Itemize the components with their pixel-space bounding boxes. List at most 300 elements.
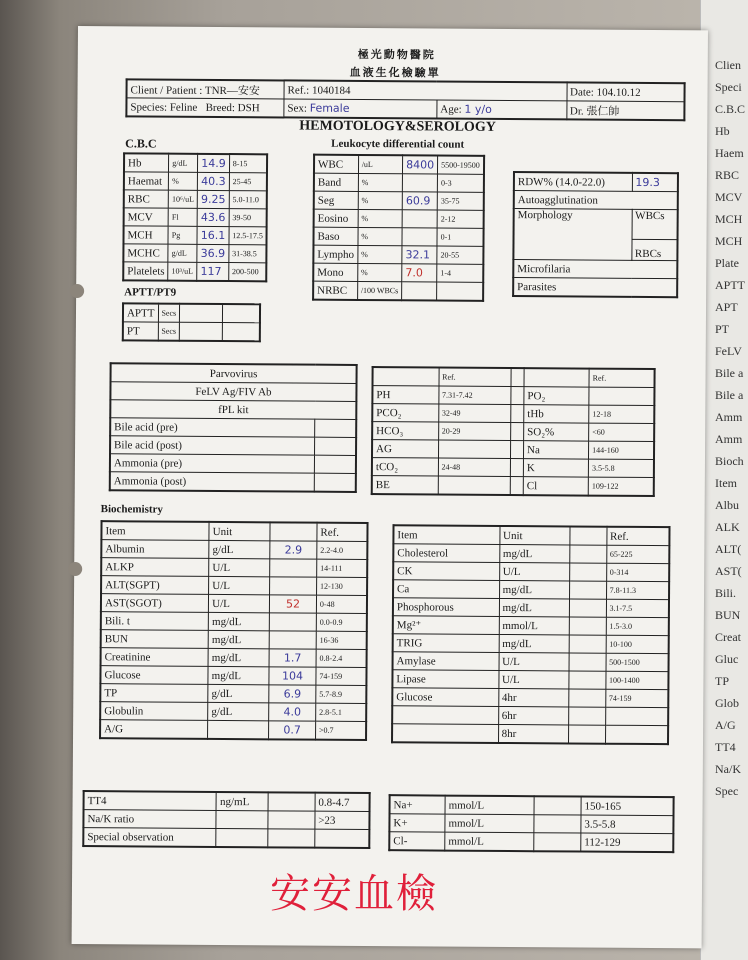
bottom-value (268, 829, 315, 848)
leuko-value: 7.0 (402, 264, 437, 282)
bio-item (392, 724, 498, 743)
underlying-sheet-text: Albu (715, 498, 739, 512)
bio-item: Albumin (101, 540, 209, 559)
bio-unit: U/L (498, 670, 568, 688)
underlying-sheet-text: C.B.C (715, 102, 746, 116)
bio-value (569, 581, 606, 599)
cbc-value: 40.3 (198, 172, 230, 190)
bio-value (269, 613, 316, 631)
leuko-title: Leukocyte differential count (331, 137, 465, 151)
gas-item: PO₂ (524, 387, 589, 405)
table-row (84, 791, 370, 811)
table-row (392, 670, 668, 690)
bottom-unit: ng/mL (216, 792, 268, 811)
bio-ref: 0-48 (316, 595, 367, 613)
underlying-sheet-text: AST( (715, 564, 742, 578)
biochem-left-table (99, 520, 369, 741)
serology-value (315, 419, 357, 437)
table-row (393, 634, 669, 654)
gas-ref: 20-29 (438, 422, 510, 441)
morphology: Morphology (513, 209, 631, 261)
table-row (100, 684, 366, 704)
table-row (100, 720, 366, 740)
bio-unit: mg/dL (209, 612, 270, 630)
gas-item: BE (372, 476, 438, 495)
aptt-item: APTT (123, 303, 158, 322)
serology-item: Ammonia (pre) (110, 454, 315, 473)
leuko-unit: /100 WBCs (357, 281, 402, 300)
underlying-sheet-text: Clien (715, 58, 741, 72)
bio-header-unit: Unit (499, 526, 569, 545)
aptt-unit: Secs (158, 304, 180, 323)
table-row (389, 814, 673, 834)
bio-unit: mmol/L (499, 616, 569, 634)
rdw-value: 19.3 (632, 173, 678, 192)
bio-unit: mg/dL (208, 630, 269, 648)
doctor: Dr. 張仁帥 (566, 101, 684, 120)
bottom-left-table (82, 790, 370, 849)
gas-ref-header: Ref. (439, 368, 511, 387)
bio-item (392, 706, 498, 725)
gas-value (510, 459, 524, 477)
bio-item: Ca (393, 580, 499, 599)
table-row (124, 153, 267, 173)
gas-item: Cl (523, 477, 588, 496)
table-row (110, 400, 356, 420)
underlying-sheet-text: APTT (715, 278, 745, 292)
species-breed: Species: Feline Breed: DSH (126, 98, 284, 118)
report-date: Date: 104.10.12 (567, 82, 685, 101)
cbc-unit: g/dL (168, 244, 197, 262)
bio-value: 6.9 (269, 685, 316, 703)
table-row (314, 155, 484, 175)
rbcs: RBCs (631, 239, 677, 261)
bio-ref: 0.0-0.9 (316, 613, 367, 631)
electrolyte-value (534, 796, 581, 815)
table-row (313, 263, 483, 282)
bio-item: TRIG (393, 634, 499, 653)
hospital-name: 極光動物醫院 (357, 48, 436, 62)
gas-item: K (523, 459, 588, 477)
cbc-item: RBC (124, 190, 169, 208)
electrolyte-ref: 3.5-5.8 (581, 815, 674, 834)
bio-header-value (569, 526, 606, 545)
gas-item: PH (372, 386, 438, 404)
underlying-sheet-text: Creat (715, 630, 741, 644)
bio-value: 0.7 (269, 721, 316, 740)
serology-item: FeLV Ag/FIV Ab (110, 382, 356, 402)
parasites: Parasites (513, 278, 677, 298)
aptt-value (180, 304, 223, 323)
table-row (372, 440, 654, 460)
serology-item: Bile acid (pre) (110, 418, 315, 437)
bio-unit: U/L (209, 594, 270, 612)
leuko-value (402, 228, 437, 246)
cbc-value: 36.9 (197, 244, 229, 262)
underlying-sheet-text: Speci (715, 80, 742, 94)
gas-head (511, 368, 525, 387)
underlying-sheet-text: Bile a (715, 388, 744, 402)
bio-value: 2.9 (270, 541, 317, 559)
cbc-table (122, 152, 268, 282)
electrolyte-unit: mmol/L (445, 832, 534, 851)
bio-unit (208, 720, 269, 739)
bio-item: AST(SGOT) (101, 594, 209, 613)
leuko-ref: 0-3 (437, 174, 483, 192)
leuko-unit: % (358, 209, 403, 227)
punch-hole (68, 562, 82, 576)
table-row (390, 795, 674, 815)
bio-value (270, 559, 317, 577)
bio-header-ref: Ref. (317, 523, 368, 542)
bio-unit: g/dL (209, 540, 270, 558)
gas-head (524, 368, 589, 387)
gas-ref: 24-48 (438, 458, 510, 477)
table-row (313, 281, 483, 301)
autoagglutination: Autoagglutination (514, 191, 678, 210)
leuko-ref: 20-55 (437, 246, 483, 264)
bottom-ref: >23 (315, 811, 370, 829)
rdw-label: RDW% (14.0-22.0) (514, 172, 632, 191)
bio-value (569, 599, 606, 617)
bio-item: Globulin (100, 702, 208, 721)
leuko-item: Lympho (313, 245, 357, 263)
bio-ref: 1.5-3.0 (606, 617, 669, 635)
leuko-unit: % (358, 245, 403, 263)
underlying-sheet-text: A/G (715, 718, 736, 732)
gas-ref (589, 387, 655, 405)
cbc-unit: Fl (168, 208, 197, 226)
table-row (101, 540, 367, 560)
bio-unit: g/dL (208, 684, 269, 702)
biochem-right-table (391, 524, 671, 745)
cbc-item: Hb (124, 153, 169, 172)
gas-ref (438, 440, 510, 459)
bio-value (568, 689, 605, 707)
bio-ref (605, 707, 668, 725)
cbc-ref: 12.5-17.5 (229, 227, 267, 245)
bio-value (568, 725, 605, 744)
table-row (313, 245, 483, 264)
gas-item: AG (372, 440, 438, 458)
cbc-value: 14.9 (198, 154, 230, 173)
table-row (123, 303, 260, 322)
bio-unit: U/L (499, 652, 569, 670)
bio-ref: 5.7-8.9 (316, 685, 367, 703)
table-row (393, 616, 669, 636)
bio-value: 52 (269, 595, 316, 613)
underlying-sheet-text: Haem (715, 146, 744, 160)
leuko-unit: /uL (358, 155, 403, 174)
underlying-sheet-text: ALK (715, 520, 740, 534)
client-patient: Client / Patient : TNR—安安 (126, 79, 284, 99)
table-row (393, 562, 669, 582)
bio-item: TP (100, 684, 208, 703)
bio-value: 104 (269, 667, 316, 685)
gas-ref: 12-18 (589, 405, 655, 423)
gas-ref: <60 (589, 423, 655, 441)
bottom-item: TT4 (84, 791, 217, 810)
microfilaria: Microfilaria (513, 260, 677, 279)
bio-ref: 2.8-5.1 (316, 703, 367, 721)
table-row (124, 172, 267, 191)
serology-item: Ammonia (post) (110, 472, 315, 492)
leuko-ref: 1-4 (437, 264, 483, 282)
table-row (110, 454, 356, 474)
table-row (393, 544, 669, 564)
underlying-sheet-text: MCH (715, 212, 743, 226)
serology-value (314, 455, 356, 473)
bio-value (269, 631, 316, 649)
table-row (110, 382, 356, 402)
cbc-unit: g/dL (169, 154, 198, 173)
aptt-ref (222, 323, 260, 342)
electrolyte-item: Na+ (390, 795, 446, 814)
electrolyte-item: Cl- (389, 832, 445, 851)
table-row (124, 208, 267, 227)
leuko-item: Band (314, 173, 358, 191)
biochem-title: Biochemistry (100, 503, 163, 516)
cbc-ref: 39-50 (229, 209, 267, 227)
bio-ref: 2.2-4.0 (317, 541, 368, 559)
aptt-title: APTT/PT9 (124, 286, 177, 299)
gas-ref (438, 476, 510, 495)
leuko-value (402, 174, 437, 192)
bio-ref: 65-225 (606, 545, 669, 563)
bio-ref: 100-1400 (605, 671, 668, 689)
table-row (392, 706, 668, 726)
underlying-sheet-text: Bioch (715, 454, 744, 468)
serology-item: Parvovirus (111, 363, 357, 383)
bio-unit: U/L (209, 558, 270, 576)
bio-ref: 16-36 (316, 631, 367, 649)
underlying-sheet-text: BUN (715, 608, 741, 622)
underlying-sheet-text: ALT( (715, 542, 742, 556)
gas-item: tHb (524, 405, 589, 423)
underlying-sheet-text: Bili. (715, 586, 737, 600)
table-row (110, 418, 356, 438)
bottom-value (268, 811, 315, 829)
leuko-item: Baso (313, 227, 357, 245)
bio-unit: mg/dL (208, 666, 269, 684)
bio-item: BUN (101, 630, 209, 649)
bio-unit: 6hr (498, 706, 568, 724)
bio-header-value (270, 522, 317, 541)
gas-value (510, 477, 524, 496)
table-row (372, 386, 654, 406)
leuko-value: 32.1 (402, 246, 437, 264)
bio-unit: U/L (499, 562, 569, 580)
table-row (83, 810, 369, 830)
leuko-unit: % (358, 227, 403, 245)
cbc-unit: Pg (168, 226, 197, 244)
serology-value (315, 437, 357, 455)
bio-ref: 7.8-11.3 (606, 581, 669, 599)
bio-value (569, 635, 606, 653)
leuko-unit: % (358, 191, 403, 209)
table-row (101, 648, 367, 668)
gas-value (510, 405, 524, 423)
bottom-item: Na/K ratio (83, 810, 216, 829)
underlying-sheet-text: MCH (715, 234, 743, 248)
underlying-sheet-text: PT (715, 322, 730, 336)
blood-gas-table (371, 366, 656, 497)
leuko-item: Eosino (314, 209, 358, 227)
leuko-unit: % (358, 173, 403, 191)
cbc-value: 43.6 (197, 208, 229, 226)
form-title: 血液生化檢驗單 (349, 66, 441, 80)
underlying-sheet-text: Item (715, 476, 737, 490)
electrolyte-table (388, 794, 674, 853)
table-row (101, 576, 367, 596)
electrolyte-ref: 150-165 (581, 797, 674, 816)
gas-item: SO₂% (524, 423, 589, 441)
bio-item: ALT(SGPT) (101, 576, 209, 595)
cbc-value: 9.25 (197, 190, 229, 208)
leuko-ref: 0-1 (437, 228, 483, 246)
bio-ref: 12-130 (316, 577, 367, 595)
cbc-title: C.B.C (125, 136, 157, 151)
gas-ref: 109-122 (588, 477, 654, 496)
serology-value (314, 473, 356, 492)
bio-value (569, 545, 606, 563)
rdw-morphology-table (512, 171, 679, 298)
electrolyte-value (534, 815, 581, 833)
leuko-value (402, 282, 437, 301)
table-row (393, 580, 669, 600)
table-row (123, 244, 266, 263)
leuko-item: Mono (313, 263, 357, 281)
underlying-sheet-text: TP (715, 674, 730, 688)
gas-value (510, 423, 524, 441)
ref-number: Ref.: 1040184 (284, 80, 567, 100)
aptt-unit: Secs (158, 322, 180, 341)
bio-ref: 74-159 (605, 689, 668, 707)
bio-item: Bili. t (101, 612, 209, 631)
bio-value (568, 707, 605, 725)
cbc-ref: 25-45 (229, 173, 267, 191)
bio-item: Creatinine (101, 648, 209, 667)
underlying-sheet-text: Amm (715, 432, 743, 446)
gas-ref: 3.5-5.8 (588, 459, 654, 477)
table-row (101, 558, 367, 578)
table-row (101, 630, 367, 650)
underlying-sheet-text: Bile a (715, 366, 744, 380)
underlying-sheet-text: Gluc (715, 652, 739, 666)
gas-ref: 7.31-7.42 (438, 386, 510, 405)
bio-item: CK (393, 562, 499, 581)
bio-unit: g/dL (208, 702, 269, 720)
patient-info (125, 78, 685, 121)
bio-unit: mg/dL (499, 580, 569, 598)
bottom-item: Special observation (83, 828, 216, 847)
bio-item: Amylase (393, 652, 499, 671)
table-row (124, 190, 267, 209)
underlying-sheet-text: RBC (715, 168, 740, 182)
bio-unit: mg/dL (499, 544, 569, 562)
table-row (313, 227, 483, 246)
gas-ref: 32-49 (438, 404, 510, 423)
bio-item: Cholesterol (393, 544, 499, 563)
bio-unit: mg/dL (499, 598, 569, 616)
bio-value (270, 577, 317, 595)
table-row (393, 598, 669, 618)
bio-item: ALKP (101, 558, 209, 577)
bottom-unit (216, 810, 268, 828)
aptt-ref (223, 304, 261, 323)
bio-value (568, 671, 605, 689)
table-row (314, 209, 484, 228)
gas-item: Na (523, 441, 588, 459)
bio-item: A/G (100, 720, 208, 739)
cbc-unit: 10⁶/uL (169, 190, 198, 208)
underlying-sheet-text: Hb (715, 124, 730, 138)
aptt-value (179, 322, 222, 341)
punch-hole (70, 284, 84, 298)
underlying-sheet-text: MCV (715, 190, 743, 204)
sex: Sex: Female (284, 99, 437, 119)
bottom-value (268, 792, 315, 811)
table-row (314, 173, 484, 192)
bio-unit: 8hr (498, 724, 568, 743)
cbc-item: MCV (124, 208, 169, 226)
cbc-unit: 10³/uL (168, 262, 197, 281)
table-row (100, 666, 366, 686)
bio-value: 1.7 (269, 649, 316, 667)
bio-ref: 500-1500 (606, 653, 669, 671)
bio-value (569, 563, 606, 581)
underlying-sheet-text: FeLV (715, 344, 742, 358)
bio-unit: mg/dL (208, 648, 269, 666)
underlying-sheet-text: APT (715, 300, 738, 314)
cbc-item: Haemat (124, 172, 169, 190)
table-row (393, 652, 669, 672)
table-row (372, 404, 654, 424)
table-row (100, 702, 366, 722)
bio-header-unit: Unit (209, 522, 270, 541)
bio-unit: U/L (209, 576, 270, 594)
leuko-ref: 2-12 (437, 210, 483, 228)
underlying-sheet-text: Glob (715, 696, 739, 710)
table-row (372, 458, 654, 478)
cbc-value: 117 (197, 262, 229, 281)
caption-text: 安安血檢 (270, 871, 438, 917)
leuko-ref (437, 282, 483, 301)
gas-value (510, 387, 524, 405)
table-row (110, 436, 356, 456)
gas-item: tCO₂ (372, 458, 438, 476)
table-row (101, 612, 367, 632)
table-row (392, 724, 668, 744)
aptt-item: PT (123, 322, 158, 341)
gas-item: HCO₃ (372, 422, 438, 440)
serology-item: Bile acid (post) (110, 436, 315, 455)
electrolyte-value (534, 833, 581, 852)
cbc-ref: 5.0-11.0 (229, 191, 267, 209)
main-title: HEMOTOLOGY&SEROLOGY (299, 118, 496, 135)
leuko-item: NRBC (313, 281, 357, 300)
bio-header-item: Item (393, 525, 499, 544)
bio-ref (605, 725, 668, 744)
bio-ref: 14-111 (317, 559, 368, 577)
table-row (372, 422, 654, 442)
cbc-ref: 8-15 (229, 154, 267, 173)
table-row (393, 525, 669, 545)
underlying-sheet-text: TT4 (715, 740, 736, 754)
bottom-unit (216, 828, 268, 847)
electrolyte-ref: 112-129 (581, 833, 674, 852)
bio-header-ref: Ref. (606, 527, 669, 546)
